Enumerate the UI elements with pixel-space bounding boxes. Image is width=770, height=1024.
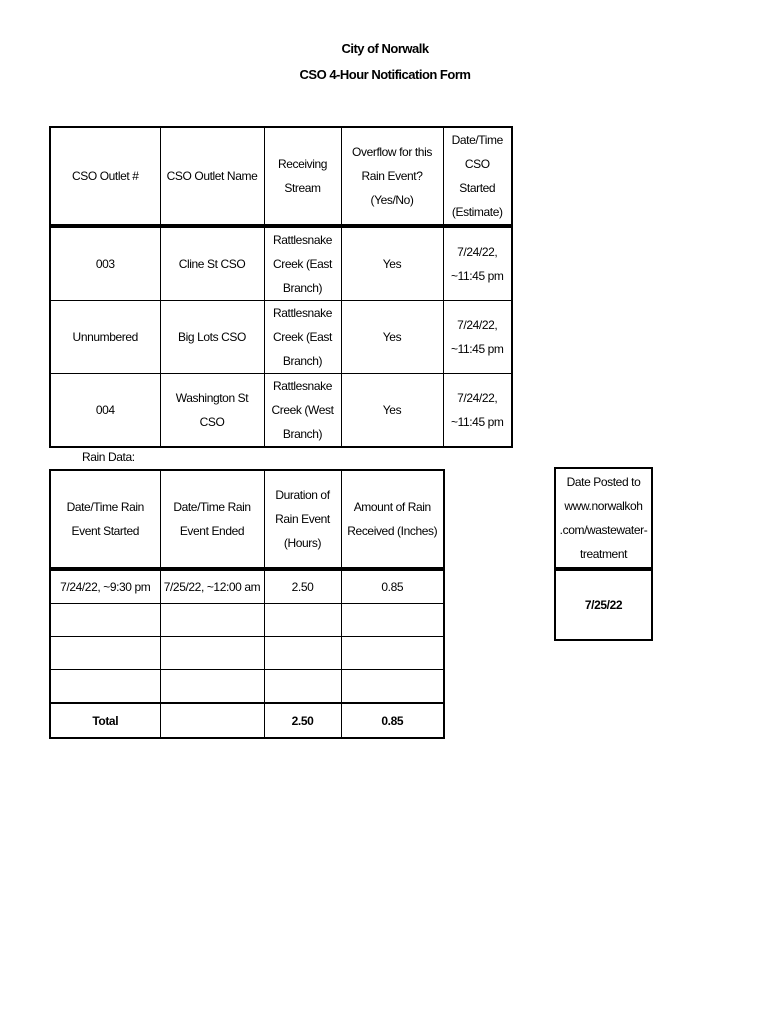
total-ended-cell [160, 703, 264, 738]
receiving-stream-cell: Rattlesnake Creek (East Branch) [264, 301, 341, 374]
table-row [50, 374, 512, 448]
overflow-cell: Yes [341, 374, 443, 448]
col-outlet-name: CSO Outlet Name [160, 127, 264, 226]
rain-data-label: Rain Data: [82, 450, 135, 464]
rain-started-cell: 7/24/22, ~9:30 pm [50, 569, 160, 604]
table-row [50, 569, 444, 604]
date-started-cell: 7/24/22, ~11:45 pm [443, 301, 512, 374]
cso-outlet-table [49, 126, 513, 448]
date-posted-label: Date Posted to www.norwalkoh .com/wastewater-treatment [555, 468, 652, 569]
col-date-started: Date/Time CSO Started (Estimate) [443, 127, 512, 226]
col-rain-started: Date/Time Rain Event Started [50, 470, 160, 569]
col-duration: Duration of Rain Event (Hours) [264, 470, 341, 569]
outlet-name-cell: Washington St CSO [160, 374, 264, 448]
amount-cell [341, 637, 444, 670]
receiving-stream-cell: Rattlesnake Creek (West Branch) [264, 374, 341, 448]
date-posted-value: 7/25/22 [555, 569, 652, 640]
overflow-cell: Yes [341, 226, 443, 301]
table-row [50, 226, 512, 301]
col-rain-ended: Date/Time Rain Event Ended [160, 470, 264, 569]
col-receiving-stream: Receiving Stream [264, 127, 341, 226]
date-posted-table [554, 467, 653, 641]
outlet-name-cell: Cline St CSO [160, 226, 264, 301]
receiving-stream-cell: Rattlesnake Creek (East Branch) [264, 226, 341, 301]
rain-started-cell [50, 637, 160, 670]
duration-cell [264, 670, 341, 704]
amount-cell [341, 604, 444, 637]
outlet-number-cell: 003 [50, 226, 160, 301]
amount-cell [341, 670, 444, 704]
rain-ended-cell [160, 604, 264, 637]
table-row [50, 637, 444, 670]
rain-started-cell [50, 604, 160, 637]
rain-ended-cell: 7/25/22, ~12:00 am [160, 569, 264, 604]
outlet-number-cell: Unnumbered [50, 301, 160, 374]
amount-cell: 0.85 [341, 569, 444, 604]
date-started-cell: 7/24/22, ~11:45 pm [443, 226, 512, 301]
rain-ended-cell [160, 637, 264, 670]
total-row [50, 703, 444, 738]
outlet-name-cell: Big Lots CSO [160, 301, 264, 374]
date-started-cell: 7/24/22, ~11:45 pm [443, 374, 512, 448]
total-duration-cell: 2.50 [264, 703, 341, 738]
form-title: CSO 4-Hour Notification Form [299, 67, 471, 82]
table-row [50, 301, 512, 374]
overflow-cell: Yes [341, 301, 443, 374]
duration-cell: 2.50 [264, 569, 341, 604]
table-row [50, 670, 444, 704]
col-amount: Amount of Rain Received (Inches) [341, 470, 444, 569]
duration-cell [264, 637, 341, 670]
total-label-cell: Total [50, 703, 160, 738]
outlet-number-cell: 004 [50, 374, 160, 448]
rain-data-table [49, 469, 445, 739]
table-row [50, 604, 444, 637]
city-title: City of Norwalk [341, 41, 429, 56]
col-outlet-number: CSO Outlet # [50, 127, 160, 226]
rain-started-cell [50, 670, 160, 704]
col-overflow: Overflow for this Rain Event? (Yes/No) [341, 127, 443, 226]
total-amount-cell: 0.85 [341, 703, 444, 738]
duration-cell [264, 604, 341, 637]
rain-ended-cell [160, 670, 264, 704]
